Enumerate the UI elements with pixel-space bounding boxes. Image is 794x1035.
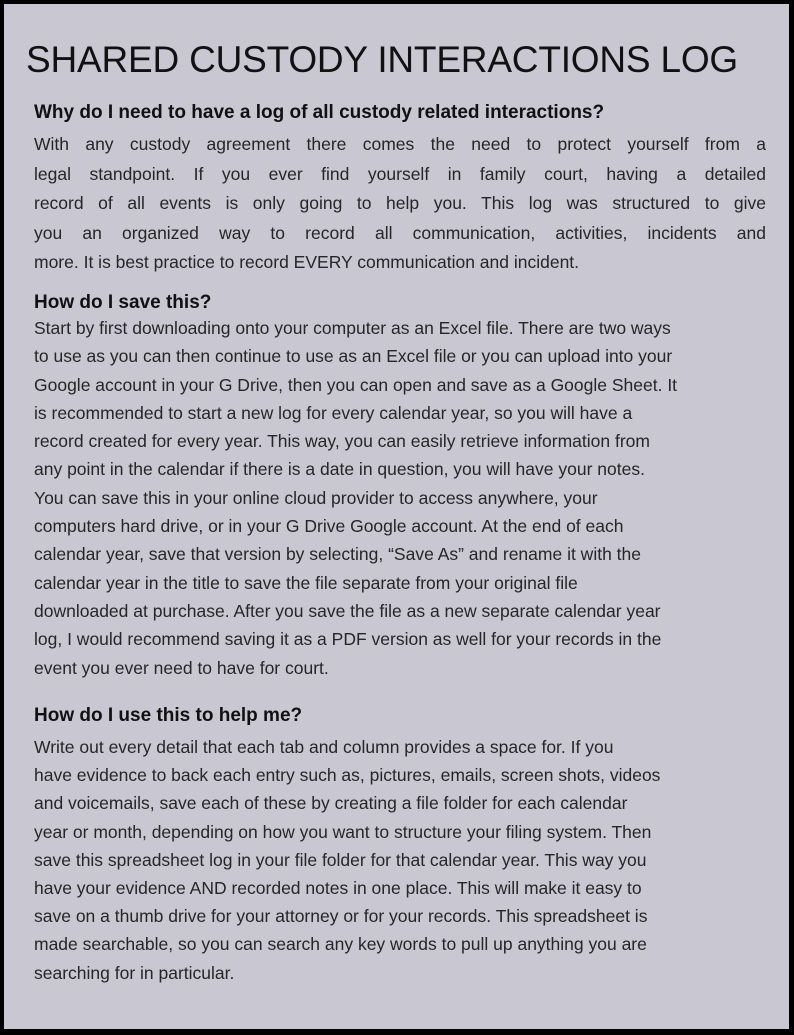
section-body xyxy=(34,314,766,682)
body-line: calendar year in the title to save the file separate from your original file xyxy=(34,572,578,593)
body-line: and voicemails, save each of these by creating a file folder for each calendar xyxy=(34,793,628,814)
body-line: more. It is best practice to record EVERY communication and incident. xyxy=(34,252,580,272)
body-line: Google account in your G Drive, then you can open and save as a Google Sheet. It xyxy=(34,374,678,395)
body-line: searching for in particular. xyxy=(34,962,235,983)
body-line: You can save this in your online cloud provider to access anywhere, your xyxy=(34,487,598,508)
body-line: have your evidence AND recorded notes in one place. This will make it easy to xyxy=(34,878,642,899)
body-line: computers hard drive, or in your G Drive Google account. At the end of each xyxy=(34,516,624,537)
section-why-log xyxy=(34,100,766,278)
section-heading: Why do I need to have a log of all custody related interactions? xyxy=(34,102,605,123)
section-heading: How do I use this to help me? xyxy=(34,705,303,726)
section-body xyxy=(34,733,766,987)
page-title: SHARED CUSTODY INTERACTIONS LOG xyxy=(26,39,738,80)
section-body xyxy=(34,130,766,278)
body-line: you an organized way to record all communication, activities, incidents and xyxy=(34,222,766,243)
body-line: record of all events is only going to help you. This log was structured to give xyxy=(34,193,766,213)
body-line: to use as you can then continue to use as an Excel file or you can upload into your xyxy=(34,346,673,367)
body-line: save this spreadsheet log in your file folder for that calendar year. This way you xyxy=(34,849,647,870)
body-line: year or month, depending on how you want to structure your filing system. Then xyxy=(34,821,652,842)
body-line: With any custody agreement there comes the need to protect yourself from a xyxy=(34,134,766,154)
body-line: have evidence to back each entry such as, pictures, emails, screen shots, videos xyxy=(34,765,661,786)
body-line: Write out every detail that each tab and column provides a space for. If you xyxy=(34,737,614,757)
section-heading: How do I save this? xyxy=(34,292,212,313)
body-line: made searchable, so you can search any key words to pull up anything you are xyxy=(34,934,647,955)
body-line: calendar year, save that version by selecting, “Save As” and rename it with the xyxy=(34,544,641,565)
body-line: is recommended to start a new log for every calendar year, so you will have a xyxy=(34,402,633,423)
body-line: legal standpoint. If you ever find yourself in family court, having a detailed xyxy=(34,163,766,184)
section-how-use xyxy=(34,703,766,987)
section-how-save xyxy=(34,290,766,682)
body-line: event you ever need to have for court. xyxy=(34,657,329,678)
document-page xyxy=(4,4,789,1029)
body-line: Start by first downloading onto your computer as an Excel file. There are two ways xyxy=(34,318,671,338)
body-line: any point in the calendar if there is a date in question, you will have your notes. xyxy=(34,459,645,480)
body-line: log, I would recommend saving it as a PDF version as well for your records in the xyxy=(34,629,662,650)
body-line: downloaded at purchase. After you save the file as a new separate calendar year xyxy=(34,600,661,621)
body-line: save on a thumb drive for your attorney or for your records. This spreadsheet is xyxy=(34,906,648,927)
body-line: record created for every year. This way, you can easily retrieve information from xyxy=(34,431,650,452)
